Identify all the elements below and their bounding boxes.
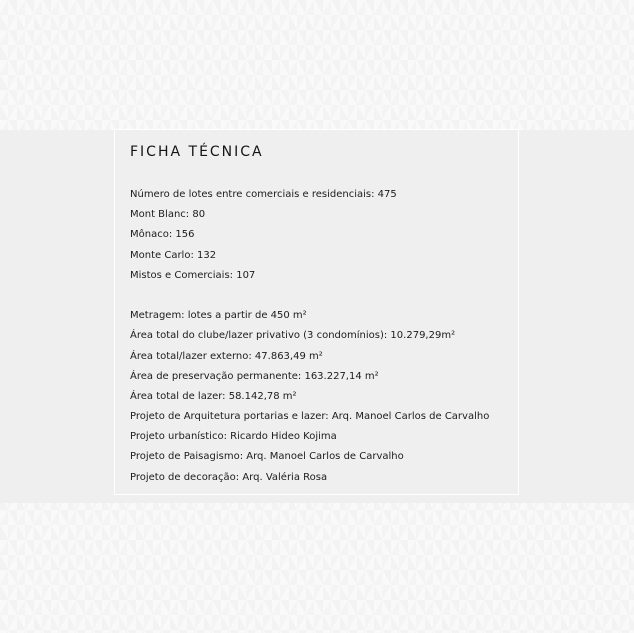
- section-title: FICHA TÉCNICA: [130, 144, 264, 160]
- spec-architecture-project: Projeto de Arquitetura portarias e lazer: Arq. Manoel Carlos de Carvalho: [130, 411, 490, 423]
- spec-lot-size: Metragem: lotes a partir de 450 m²: [130, 310, 307, 322]
- technical-sheet-card: [114, 129, 519, 495]
- spec-landscaping-project: Projeto de Paisagismo: Arq. Manoel Carlos de Carvalho: [130, 451, 404, 463]
- spec-urban-project: Projeto urbanístico: Ricardo Hideo Kojima: [130, 431, 337, 443]
- spec-external-leisure-area: Área total/lazer externo: 47.863,49 m²: [130, 350, 323, 362]
- spec-total-lots: Número de lotes entre comerciais e residenciais: 475: [130, 189, 397, 200]
- spec-decoration-project: Projeto de decoração: Arq. Valéria Rosa: [130, 471, 328, 483]
- spec-list: [130, 185, 489, 488]
- spec-mont-blanc: Mont Blanc: 80: [130, 209, 206, 221]
- spec-mixed-commercial: Mistos e Comerciais: 107: [130, 269, 256, 281]
- spec-club-area: Área total do clube/lazer privativo (3 condomínios): 10.279,29m²: [130, 330, 456, 342]
- spec-total-leisure-area: Área total de lazer: 58.142,78 m²: [130, 390, 297, 402]
- spec-monte-carlo: Monte Carlo: 132: [130, 249, 217, 261]
- spec-monaco: Mônaco: 156: [130, 229, 195, 241]
- spec-preservation-area: Área de preservação permanente: 163.227,14 m²: [130, 370, 379, 382]
